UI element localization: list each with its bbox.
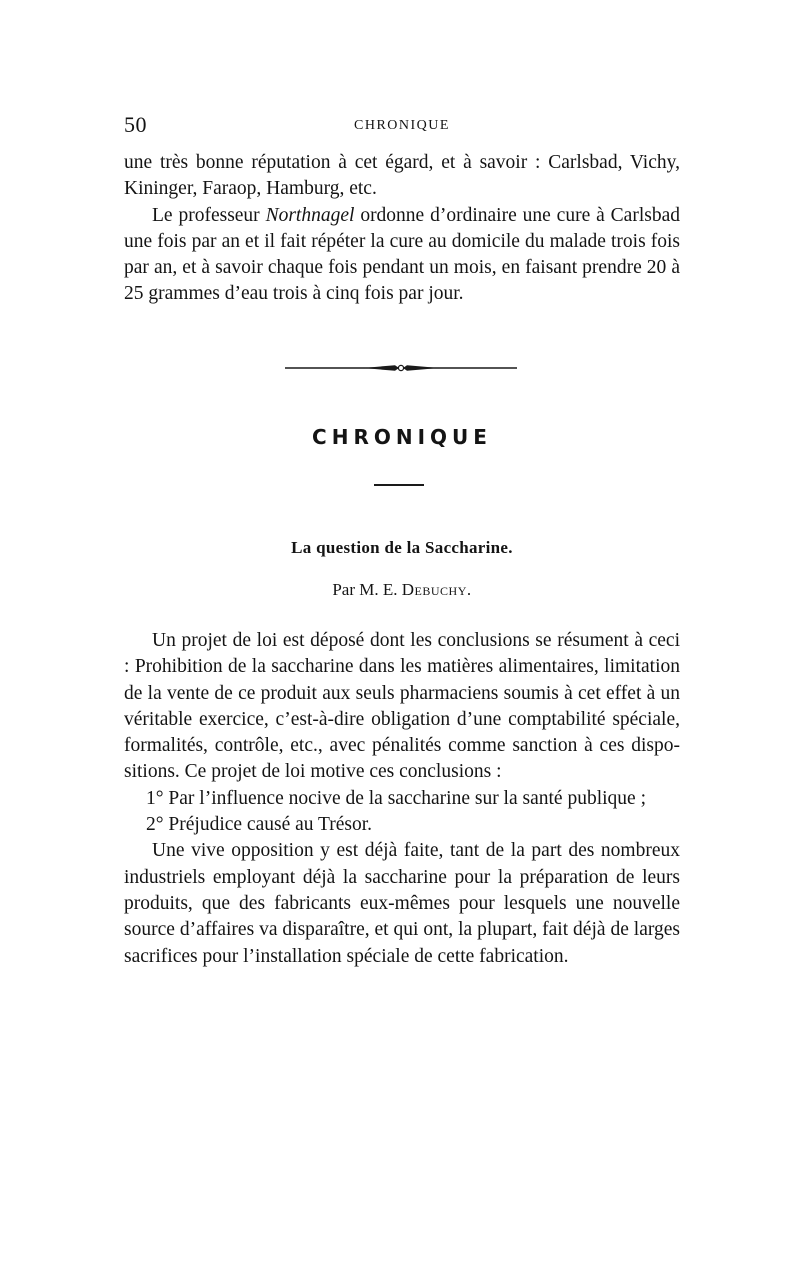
article-paragraph: Une vive opposition y est déjà faite, tant de la part des nombreux industriels employant déjà la saccharine pour la préparation de leurs produits, que des fabricants eux-mêmes pour lesquels une nouvelle source d’affaires va disparaître, et qui ont, la plupart, fait déjà de larges sacrifices pour l’installation spéciale de cette fabrication. (124, 840, 680, 967)
previous-article-ending (124, 150, 680, 308)
ornamental-divider (285, 362, 517, 374)
running-title: CHRONIQUE (354, 118, 450, 133)
article-list-item: 1° Par l’influence nocive de la saccharine sur la santé publique ; (146, 787, 646, 809)
article-paragraph: Un projet de loi est déposé dont les conclusions se résument à ceci : Prohibition de la saccharine dans les matières alimentaires, limitation de la vente de ce produit aux seuls pharmaciens soumis à cet effet à un véritable exercice, c’est-à-dire obligation d’une comptabilité spéciale, formalités, contrôle, etc., avec pénalités comme sanction à ces dispositions. Ce projet de loi motive ces conclusions : (124, 630, 680, 783)
running-head (124, 112, 680, 140)
article-byline (124, 580, 680, 600)
article-body (124, 628, 680, 970)
page-number: 50 (124, 112, 147, 137)
article-title: La question de la Saccharine. (291, 538, 513, 557)
article-list-item: 2° Préjudice causé au Trésor. (146, 814, 373, 836)
text-run: ordonne d’ordinaire une cure à Carlsbad une fois par an et il fait répéter la cure au domicile du malade trois fois par an, et à savoir chaque fois pendant un mois, en faisant prendre 20 à 25 grammes d’eau trois à cinq fois par jour. (124, 204, 680, 305)
text-run: Le professeur (152, 204, 266, 226)
previous-article-paragraph: une très bonne réputation à cet égard, et à savoir : Carlsbad, Vichy, Kininger, Faraop, Hamburg, etc. (124, 152, 680, 200)
byline-author: Debuchy. (401, 580, 472, 599)
section-title: CHRONIQUE (312, 425, 492, 449)
title-rule (374, 484, 424, 486)
author-name-italic: Northnagel (265, 204, 355, 226)
previous-article-paragraph (124, 203, 680, 308)
byline-prefix: Par M. E. (332, 580, 402, 599)
